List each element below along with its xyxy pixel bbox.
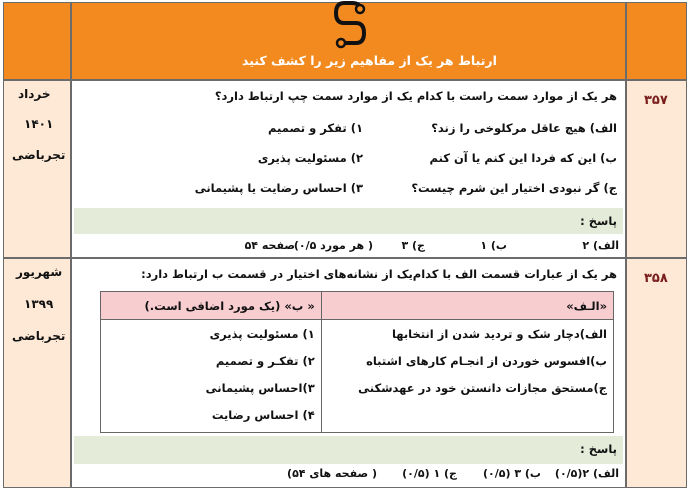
header-banner: [71, 2, 626, 80]
q357-body: [71, 80, 626, 258]
q358-number-cell: [626, 258, 687, 488]
q358-year: ۱۳۹۹: [24, 297, 54, 311]
q358-match-table: [100, 291, 614, 433]
s-connector-icon: [330, 1, 370, 51]
q357-meta: [3, 80, 71, 258]
q357-answer-label: پاسخ :: [580, 214, 617, 228]
q357-number-cell: [626, 80, 687, 258]
q357-right-item-3: ج) گر نبودی اختیار این شرم چیست؟: [411, 181, 617, 195]
q358-alef-item-1: الف)دچار شک و تردید شدن از انتخابها: [391, 327, 607, 341]
q357-right-item-2: ب) این که فردا این کنم یا آن کنم: [429, 151, 617, 165]
q357-answer-alef: الف) ۲: [582, 239, 619, 252]
q358-alef-cell: [321, 320, 613, 433]
q358-alef-item-3: ج)مستحق مجازات دانستن خود در عهدشکنی: [358, 381, 607, 395]
q357-answer-box: [74, 208, 623, 234]
q358-col-alef: «الـف»: [321, 292, 613, 320]
q357-year: ۱۴۰۱: [24, 117, 54, 131]
q358-answer-page: ( صفحه های ۵۴): [287, 467, 377, 480]
q357-prompt: هر یک از موارد سمت راست با کدام یک از موارد سمت چپ ارتباط دارد؟: [214, 89, 617, 103]
q357-right-item-1: الف) هیچ عاقل مرکلوخی را زند؟: [431, 121, 617, 135]
q358-answer-jim: ج) ۱ (۰/۵): [402, 467, 457, 480]
q357-answer-jim: ج) ۳: [401, 239, 425, 252]
q358-be-item-1: ۱) مسئولیت پذیری: [209, 327, 315, 341]
q357-answer-score: ( هر مورد ۰/۵): [293, 239, 373, 252]
q357-left-item-2: ۲) مسئولیت پذیری: [257, 151, 363, 165]
q358-col-be: « ب» (یک مورد اضافی است.): [101, 292, 322, 320]
q358-answer-be: ب) ۳ (۰/۵): [483, 467, 541, 480]
q358-meta: [3, 258, 71, 488]
q357-date: خرداد: [18, 87, 51, 101]
q358-alef-item-2: ب)افسوس خوردن از انجـام کارهای اشتباه: [366, 354, 607, 368]
q357-left-item-1: ۱) تفکر و تصمیم: [268, 121, 363, 135]
q358-number: ۳۵۸: [644, 271, 668, 286]
header-side-right: [626, 2, 687, 80]
q357-track: تجرباضی: [12, 148, 66, 162]
q358-track: تجرباضی: [12, 329, 66, 343]
q357-answer-be: ب) ۱: [480, 239, 507, 252]
q357-number: ۳۵۷: [644, 93, 668, 108]
q358-alef-item-4: [322, 405, 607, 432]
q357-left-item-3: ۳) احساس رضایت یا پشیمانی: [194, 181, 363, 195]
q358-be-item-2: ۲) تفکـر و تصمیم: [215, 354, 315, 368]
header-side-left: [3, 2, 71, 80]
q358-body: [71, 258, 626, 488]
q358-date: شهریور: [16, 265, 63, 279]
q358-be-item-4: ۴) احساس رضایت: [211, 408, 315, 422]
q358-be-item-3: ۳)احساس پشیمانی: [205, 381, 315, 395]
q358-prompt: هر یک از عبارات قسمت الف با کدام‌یک از نشانه‌های اختیار در قسمت ب ارتباط دارد:: [141, 267, 617, 281]
q357-answer-page: صفحه ۵۴: [244, 239, 295, 252]
q358-answer-box: [74, 436, 623, 464]
q358-be-cell: [101, 320, 322, 433]
q358-answer-alef: الف) ۲(۰/۵): [554, 467, 619, 480]
header-title: ارتباط هر یک از مفاهیم زیر را کشف کنید: [242, 53, 497, 68]
q358-answer-label: پاسخ :: [580, 442, 617, 456]
